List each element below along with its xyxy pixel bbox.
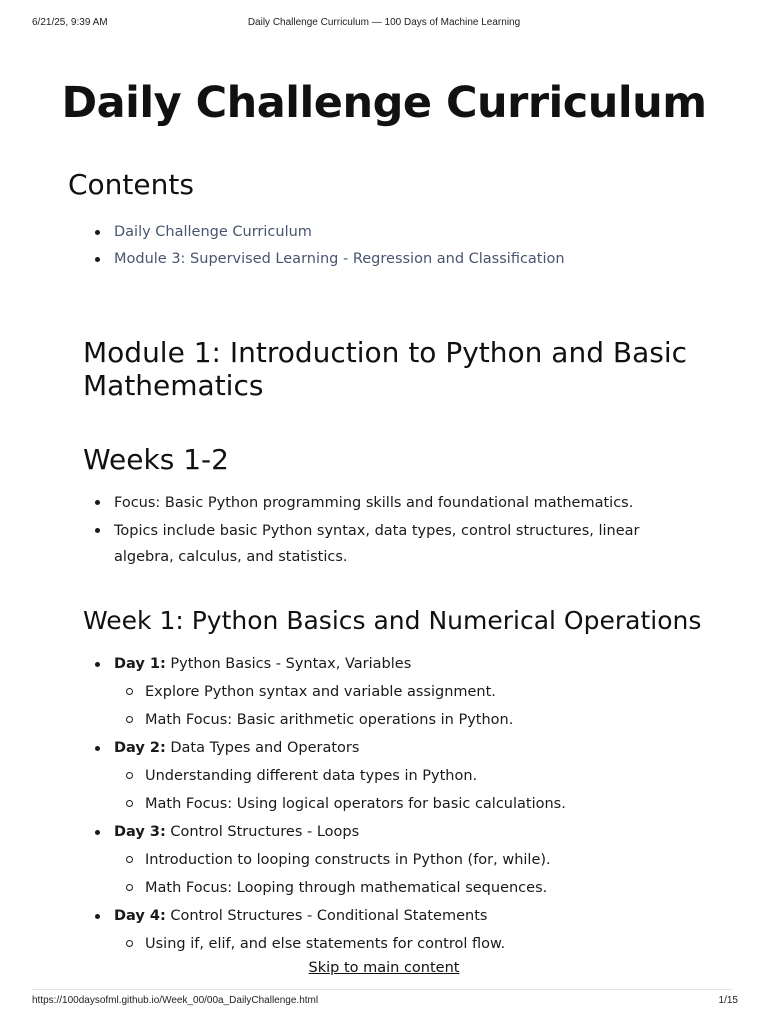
day-subitems <box>114 764 723 816</box>
day-item <box>83 736 723 816</box>
day-subitem: Introduction to looping constructs in Python (for, while). <box>114 848 723 872</box>
day-title: Data Types and Operators <box>170 740 360 756</box>
day-subitem: Explore Python syntax and variable assignment. <box>114 680 723 704</box>
day-list <box>83 652 723 960</box>
day-item <box>83 904 723 956</box>
footer-divider <box>32 989 732 990</box>
topics-item: Topics include basic Python syntax, data types, control structures, linear algebra, calculus, and statistics. <box>83 518 683 570</box>
contents-heading: Contents <box>68 168 194 201</box>
contents-link-module-3[interactable]: Module 3: Supervised Learning - Regression and Classification <box>114 251 565 267</box>
weeks-heading: Weeks 1-2 <box>83 443 229 476</box>
day-subitems <box>114 680 723 732</box>
print-header <box>0 17 768 31</box>
focus-item: Focus: Basic Python programming skills and foundational mathematics. <box>83 490 683 516</box>
day-label: Day 1: <box>114 656 166 672</box>
print-datetime: 6/21/25, 9:39 AM <box>32 17 108 28</box>
print-url: https://100daysofml.github.io/Week_00/00a_DailyChallenge.html <box>32 995 319 1006</box>
page-title: Daily Challenge Curriculum <box>61 78 707 128</box>
day-subitem: Math Focus: Using logical operators for basic calculations. <box>114 792 723 816</box>
day-label: Day 2: <box>114 740 166 756</box>
day-subitem: Math Focus: Looping through mathematical sequences. <box>114 876 723 900</box>
day-item <box>83 652 723 732</box>
day-label: Day 3: <box>114 824 166 840</box>
module-1-heading: Module 1: Introduction to Python and Basic Mathematics <box>83 336 687 402</box>
day-label: Day 4: <box>114 908 166 924</box>
day-subitem: Using if, elif, and else statements for control flow. <box>114 932 723 956</box>
day-subitems <box>114 848 723 900</box>
day-subitem: Understanding different data types in Python. <box>114 764 723 788</box>
week-1-heading: Week 1: Python Basics and Numerical Operations <box>83 606 702 635</box>
print-footer <box>0 995 768 1009</box>
contents-link-daily-challenge[interactable]: Daily Challenge Curriculum <box>114 224 312 240</box>
page-number: 1/15 <box>718 995 738 1006</box>
print-doc-title: Daily Challenge Curriculum — 100 Days of Machine Learning <box>247 17 521 28</box>
day-title: Python Basics - Syntax, Variables <box>170 656 412 672</box>
day-item <box>83 820 723 900</box>
module-focus-list <box>83 490 683 572</box>
contents-list <box>83 220 723 274</box>
contents-item <box>83 247 723 274</box>
day-title: Control Structures - Loops <box>170 824 360 840</box>
day-subitem: Math Focus: Basic arithmetic operations in Python. <box>114 708 723 732</box>
day-subitems <box>114 932 723 956</box>
skip-to-main-content-link[interactable]: Skip to main content <box>308 960 460 976</box>
day-title: Control Structures - Conditional Statements <box>170 908 488 924</box>
contents-item <box>83 220 723 247</box>
